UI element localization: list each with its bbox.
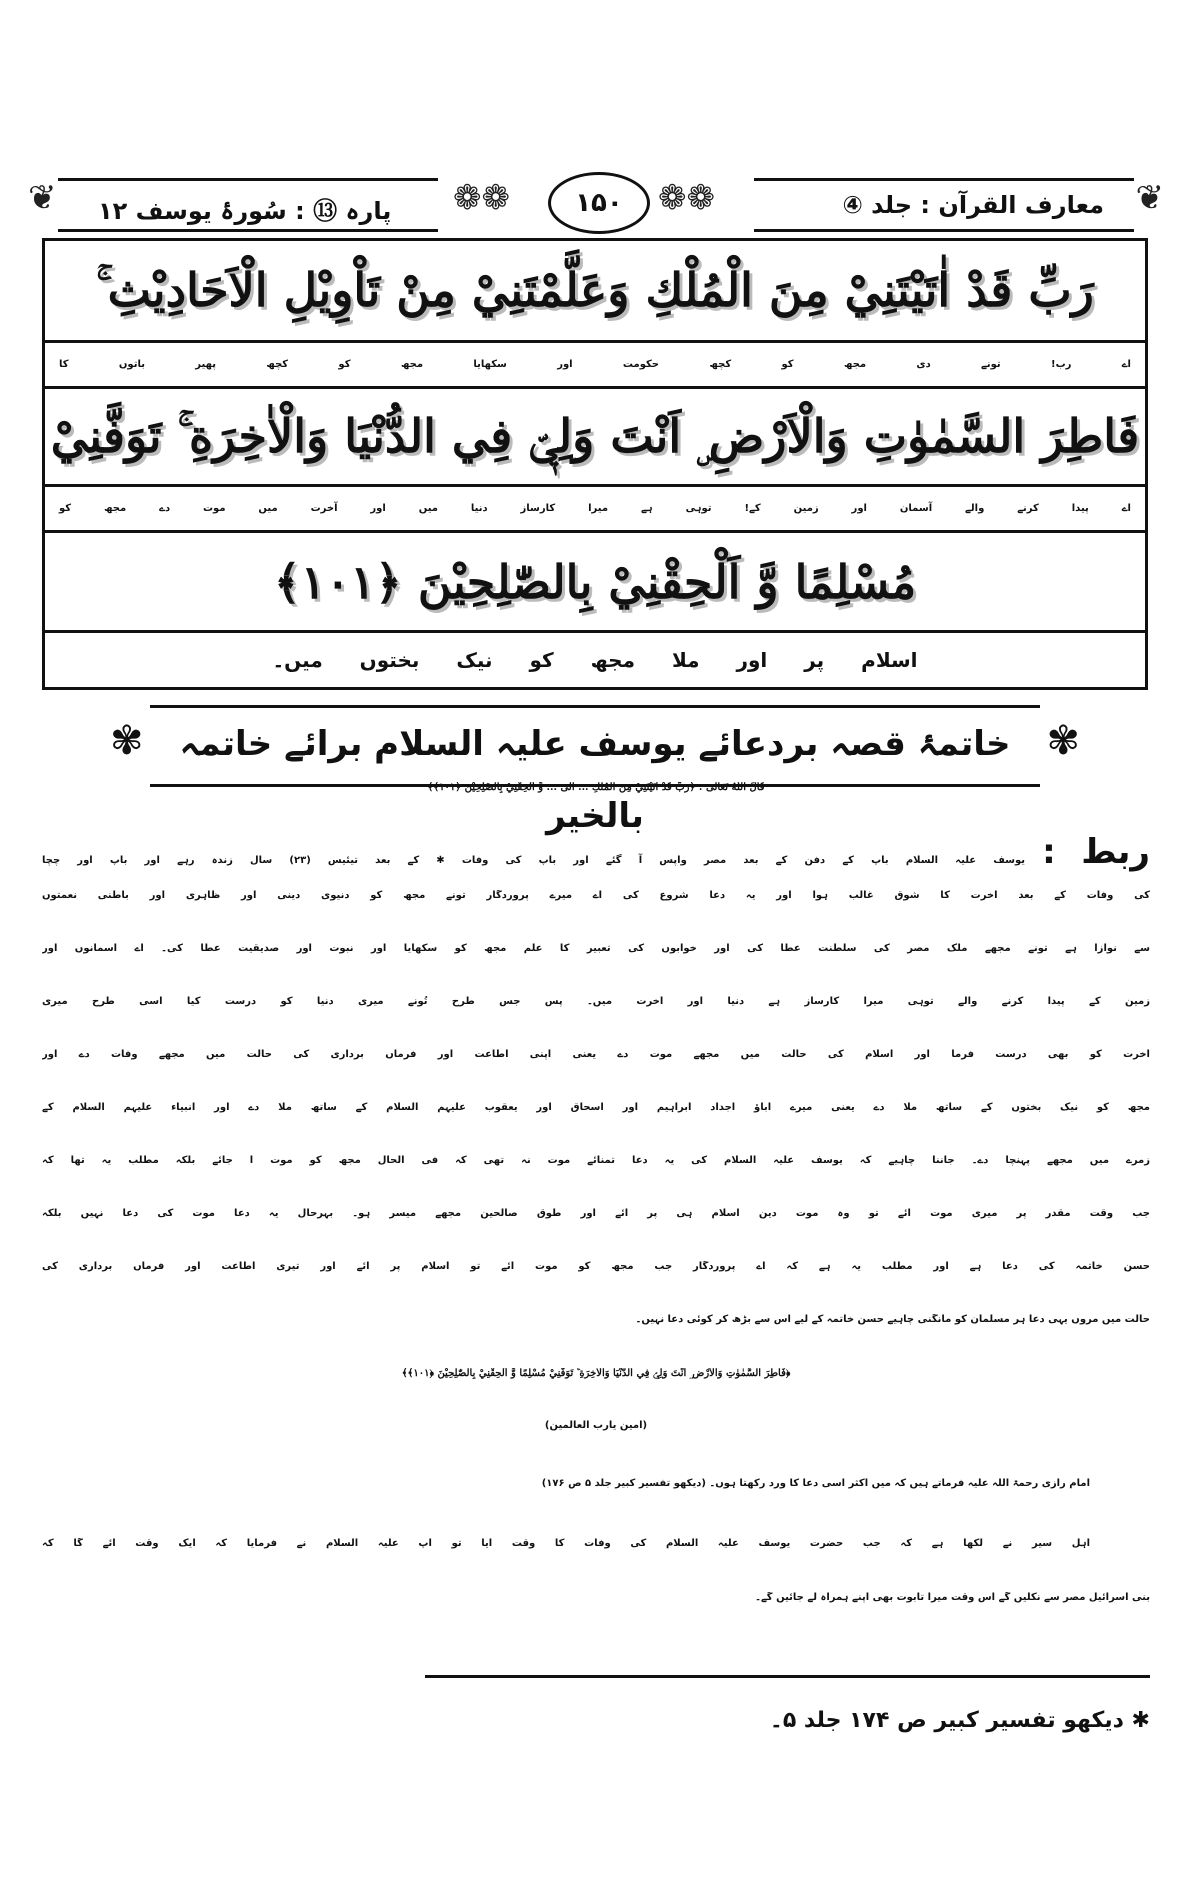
verse-translation-row: [45, 487, 1145, 533]
body-line: حسن خاتمہ کی دعا ہے اور مطلب یہ ہے کہ اے پروردگار جب مجھ کو موت آئے تو اسلام پر آئے اور تیری اطاعت اور فرماں برداری کی: [42, 1261, 1150, 1272]
verse-arabic: فَاطِرَ السَّمٰوٰتِ وَالْاَرْضِ ۣ اَنْتَ وَلِيّٖ فِي الدُّنْيَا وَالْاٰخِرَةِ ۚ تَوَفَّنِيْ: [50, 408, 1140, 463]
verse-translation: اے پیدا کرنے والے آسمان اور زمین کے! توہی ہے میرا کارساز دنیا میں اور آخرت میں موت دے مجھ کو: [59, 503, 1131, 514]
body-line: [42, 832, 1150, 872]
ornament-icon: ✾: [110, 718, 144, 764]
section-heading-text: خاتمۂ قصہ بردعائے یوسف علیہ السلام برائے خاتمہ بالخیر: [179, 724, 1011, 836]
body-line: زمین کے پیدا کرنے والے توہی میرا کارساز ہے دنیا اور آخرت میں۔ پس جس طرح تُونے میری دنیا کو درست کیا اسی طرح میری: [42, 996, 1150, 1007]
verse-arabic-row: [45, 389, 1145, 487]
verse-arabic-row: [45, 241, 1145, 343]
page-number: ۱۵۰: [548, 172, 650, 234]
running-header: [28, 172, 1164, 234]
ameen-line: (آمین یارب العالمین): [544, 1420, 648, 1431]
verse-arabic-row: [45, 533, 1145, 633]
header-title-box: [754, 178, 1134, 232]
razi-line: امام رازی رحمۃ اللہ علیہ فرماتے ہیں کہ میں اکثر اسی دعا کا ورد رکھتا ہوں۔ (دیکھو تفسیر کبیر جلد ۵ ص ۱۷۶): [541, 1478, 1090, 1489]
verse-translation: اے رب! تونے دی مجھ کو کچھ حکومت اور سکھایا مجھ کو کچھ پھیر باتوں کا: [59, 359, 1131, 370]
body-line: زمرے میں مجھے پہنچا دے۔ جاننا چاہیے کہ یوسف علیہ السلام کی یہ دعا تمنائے موت نہ تھی کہ فی الحال مجھ کو موت آ جائے بلکہ مطلب یہ تھا کہ: [42, 1155, 1150, 1166]
rabt-label: ربط :: [1042, 832, 1150, 872]
body-line: حالت میں مروں یہی دعا ہر مسلمان کو مانگنی چاہیے حسن خاتمہ کے لیے اس سے بڑھ کر کوئی دعا نہیں۔: [635, 1314, 1150, 1325]
body-line: مجھ کو نیک بختوں کے ساتھ ملا دے یعنی میرے آباؤ اجداد ابراہیم اور اسحاق اور یعقوب علیہم السلام کے ساتھ ملا دے اور انبیاء علیہم السلام کے: [42, 1102, 1150, 1113]
verse-translation: اسلام پر اور ملا مجھ کو نیک بختوں میں۔: [272, 648, 918, 672]
body-line-text: یوسف علیہ السلام باپ کے دفن کے بعد مصر واپس آ گئے اور باپ کی وفات ✱ کے بعد تیئیس (۲۳) سال زندہ رہے اور باپ اور چچا: [42, 855, 1026, 866]
siyar-line: بنی اسرائیل مصر سے نکلیں گے اس وقت میرا تابوت بھی اپنے ہمراہ لے جائیں گے۔: [755, 1592, 1150, 1603]
quote-intro: قَالَ اللّٰهُ تَعَالٰى : ﴿رَبِّ قَدْ اٰتَيْتَنِيْ مِنَ الْمُلْكِ ... الى ... وَّ اَلْحِقْنِيْ بِالصّٰلِحِيْنَ ﴿١٠١﴾﴾: [427, 782, 765, 793]
footnote-divider: [425, 1675, 1150, 1678]
body-line: آخرت کو بھی درست فرما اور اسلام کی حالت میں مجھے موت دے یعنی اپنی اطاعت اور فرماں برداری کی حالت میں مجھے وفات دے اور: [42, 1049, 1150, 1060]
verse-translation-row: [45, 343, 1145, 389]
siyar-line: اہل سیر نے لکھا ہے کہ جب حضرت یوسف علیہ السلام کی وفات کا وقت آیا تو آپ علیہ السلام نے فرمایا کہ ایک وقت آئے گا کہ: [42, 1538, 1090, 1549]
ornament-icon: ❁❁: [453, 178, 510, 218]
body-line: سے نوازا ہے تونے مجھے ملک مصر کی سلطنت عطا کی اور خوابوں کی تعبیر کا علم مجھ کو سکھایا اور نبوت اور صدیقیت عطا کی۔ اے آسمانوں اور: [42, 943, 1150, 954]
para-surah-label: پارہ ⑬ : سُورۂ یوسف ۱۲: [98, 197, 392, 225]
book-title: معارف القرآن : جلد ④: [842, 191, 1104, 219]
verse-quote: ﴿فَاطِرَ السَّمٰوٰتِ وَالْاَرْضِ ۣ اَنْتَ وَلِيّٖ فِي الدُّنْيَا وَالْاٰخِرَةِ ۚ تَوَفَّنِيْ مُسْلِمًا وَّ اَلْحِقْنِيْ بِالصّٰلِحِيْنَ ﴿١٠١﴾﴾: [401, 1368, 791, 1379]
verse-arabic: مُسْلِمًا وَّ اَلْحِقْنِيْ بِالصّٰلِحِيْنَ ﴿١٠١﴾: [273, 554, 917, 609]
body-line: کی وفات کے بعد آخرت کا شوق غالب ہوا اور یہ دعا شروع کی اے میرے پروردگار تونے مجھ کو دنیوی دینی اور ظاہری اور باطنی نعمتوں: [42, 890, 1150, 901]
ornament-icon: ❦: [28, 178, 57, 218]
verse-arabic: رَبِّ قَدْ اٰتَيْتَنِيْ مِنَ الْمُلْكِ وَعَلَّمْتَنِيْ مِنْ تَاْوِيْلِ الْاَحَادِيْثِ ۚ: [96, 262, 1094, 317]
body-line: جب وقت مقدر پر میری موت آئے تو وہ موت دینِ اسلام ہی پر آئے اور طوق صالحین مجھے میسر ہو۔ بہرحال یہ دعا موت کی دعا نہیں بلکہ: [42, 1208, 1150, 1219]
ornament-icon: ✾: [1046, 718, 1080, 764]
ornament-icon: ❁❁: [658, 178, 715, 218]
verse-translation-row: [45, 633, 1145, 687]
ornament-icon: ❦: [1135, 178, 1164, 218]
footnote: ✱ دیکھو تفسیر کبیر ص ۱۷۴ جلد ۵۔: [769, 1708, 1150, 1733]
header-para-box: [58, 178, 438, 232]
verse-box: [42, 238, 1148, 690]
